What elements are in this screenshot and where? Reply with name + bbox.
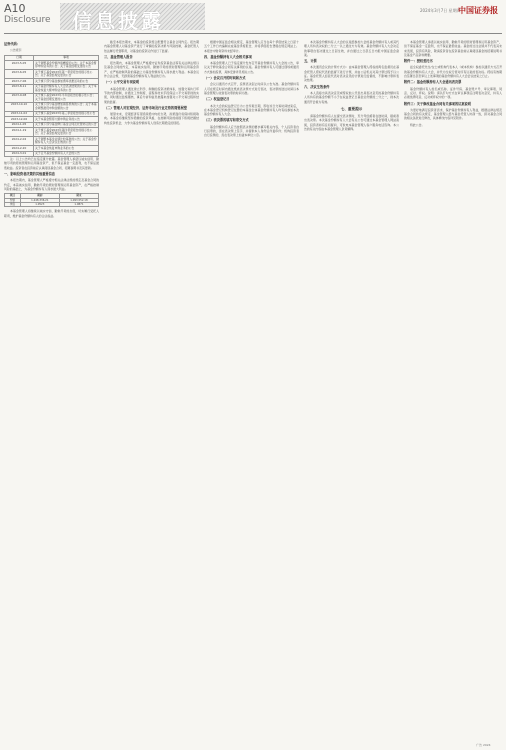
notice-row — [5, 61, 99, 70]
notice-date: 2024-3-01 — [5, 151, 34, 157]
page-header — [0, 0, 506, 40]
notice-date: 2023-12-06 — [5, 117, 34, 123]
notice-date: 2023-10-10 — [5, 102, 34, 111]
section-title-banner — [60, 3, 205, 33]
col4-centered-heading: 七、重要提示 — [340, 106, 363, 111]
col5-heading: 附件三：关于修改基金合同有关事项的议案说明 — [404, 101, 471, 106]
col3-subheading: （一）会议召开的时间和方式 — [204, 76, 246, 81]
notice-date: 2023-6-05 — [5, 70, 34, 79]
col4-paragraph: 请基金份额持有人在提交表决票时，充分考虑邮寄在途时间，提前寄出表决票。本次基金份额持有人大会有关公告可通过本基金管理人网站查阅，投资者如有任何疑问，可致电本基金管理人客户服务电话咨询。本公告的有关内容由本基金管理人负责解释。 — [304, 114, 399, 132]
col3-paragraph: 本次大会的权益登记日为公告所载日期，即在该日交易时间结束后，在本基金登记机构登记在册的本基金全体基金份额持有人均有权参加本次基金份额持有人大会。 — [204, 103, 299, 117]
notice-date: 2024-1-05 — [5, 122, 34, 128]
notice-table-header-item: 事项 — [34, 55, 99, 61]
notice-row — [5, 151, 99, 157]
col2-heading: 三、基金管理人报告 — [104, 54, 133, 59]
share-table-header: 项目 — [5, 194, 21, 198]
col5-heading: 附件二：基金份额持有人大会通讯表决票 — [404, 80, 462, 85]
notice-item: 关于召开基金份额持有人大会的公告 — [34, 151, 99, 157]
col4-heading: 五、计票 — [304, 59, 317, 64]
notice-date: 2023-5-05 — [5, 61, 34, 70]
notice-date: 2023-7-06 — [5, 79, 34, 85]
notice-row — [5, 137, 99, 146]
col3-subheading: （三）表决票的填写和寄交方式 — [204, 118, 249, 123]
col1-paragraph: 本基金管理人将继续以诚实守信、勤勉尽责的态度，切实履行受托人职责，维护基金份额持有人的合法权益。 — [4, 209, 99, 218]
col4-paragraph: 本次基金份额持有人大会的议案经参加大会的基金份额持有人或其代理人所持表决权的二分之一以上通过方为有效。基金份额持有人大会决定的事项自表决通过之日起生效，并自通过之日起五日内报中国证监会备案。 — [304, 40, 399, 57]
notice-item: 关于旗下基金2023年半年度报告的提示性公告；关于基金经理变更的公告 — [34, 93, 99, 102]
column-5 — [404, 40, 502, 744]
newspaper-masthead: 中国证券报 — [458, 5, 498, 15]
notice-item: 关于旗下部分基金参加费率优惠活动的公告 — [34, 79, 99, 85]
notice-item: 关于旗下基金2023年第四季度报告的提示性公告；关于基金经理变更的公告 — [34, 128, 99, 137]
col3-paragraph: 根据中国证监会相关规定，基金管理人应当在每个季度结束之日起十五个工作日内编制完成基金季度报告，并将季度报告登载在规定网站上。本报告中财务资料未经审计。 — [204, 40, 299, 53]
col5-heading: 附件一：授权委托书 — [404, 59, 433, 64]
notice-date: 2023-11-02 — [5, 111, 34, 117]
notice-item: 关于旗下基金2023年第一季度报告的提示性公告；关于基金经理变更的公告 — [34, 70, 99, 79]
col2-paragraph: 报告期内，本基金管理人严格遵守证券投资基金法等有关法律法规以及基金合同的约定，本着诚实信用、勤勉尽责的原则管理和运用基金资产，在严格控制风险的基础上为基金份额持有人谋求最大利益。本基金运作合法合规，无损害基金份额持有人利益的行为。 — [104, 61, 199, 79]
notice-row — [5, 70, 99, 79]
share-table-cell: 1.0523 — [20, 202, 59, 206]
col3-paragraph: 会议以通讯方式召开，投票表决起止时间以公告为准。基金份额持有人可在规定时间内通过纸质表决票方式进行表决，表决票的送达时间以本基金管理人收到表决票的时间为准。 — [204, 82, 299, 95]
notice-row — [5, 102, 99, 111]
col4-paragraph: 本人直接出具表决意见或授权他人代表出具表决意见的基金份额持有人所持有的基金份额不小于在权益登记日基金总份额的二分之一，则本次通讯开会视为有效。 — [304, 90, 399, 104]
notice-item: 关于旗下基金2023年第三季度报告的提示性公告 — [34, 111, 99, 117]
col2-paragraph: 展望未来，宏观经济有望延续稳中向好态势，政策面仍将保持积极取向。本基金将继续坚持稳健的投资风格，在控制风险的前提下积极把握结构性投资机会，力争为基金份额持有人创造长期稳定的回报。 — [104, 112, 199, 125]
section-name-en: Disclosure — [4, 15, 51, 25]
col5-paragraph: 为更好地满足投资者需求，保护基金份额持有人利益，根据法律法规及基金合同的有关规定，基金管理人经与基金托管人协商一致，拟对基金合同的相关条款进行修改，具体修改内容详见附件。 — [404, 107, 502, 121]
col2-paragraph: 截至本报告期末，本基金的投资组合配置符合基金合同约定。报告期内基金管理人对基金资产进行了审慎的投资决策与风险控制，基金托管人依法履行托管职责，对基金的投资运作进行了监督。 — [104, 40, 199, 53]
col5-closing: 特此公告。 — [410, 122, 425, 127]
notice-date: 2023-9-08 — [5, 93, 34, 102]
col3-paragraph: 本基金管理人已于指定媒介发布召开基金份额持有人大会的公告，审议关于修改基金合同有关事项的议案。基金份额持有人可通过现场或通讯方式参加投票，具体安排详见相关公告。 — [204, 61, 299, 74]
notice-row — [5, 93, 99, 102]
issue-date: 2024年3月7日 星期四 — [420, 8, 461, 13]
share-table-cell: 份额 — [5, 198, 21, 202]
notice-table-header-date: 日期 — [5, 55, 34, 61]
col1-subheading: 一、影响投资者决策的其他重要信息 — [4, 171, 55, 176]
page-footer: 广告 2024 — [476, 743, 491, 747]
col4-heading: 六、决议生效条件 — [304, 84, 330, 89]
column-2 — [104, 40, 199, 744]
col5-paragraph: 基金份额持有人姓名或名称、证件号码、基金账户号、审议事项、同意、反对、弃权。说明：请以打勾方式在审议事项后注明表决意见，持有人必须选择同意、反对或弃权中的一项。 — [404, 86, 502, 100]
column-1 — [4, 40, 99, 744]
col2-subheading: （二）管理人对宏观经济、证券市场及行业走势的简要展望 — [104, 105, 187, 110]
col5-paragraph: 兹全权委托先生/女士或机构代表本人（或本机构）参加以通讯方式召开的基金份额持有人大会，并代为全权行使对所有议案的表决权。授权有效期自签署日起至审议上述事项的基金份额持有人大会会议结束之日止。 — [404, 65, 502, 79]
notice-date: 2024-1-19 — [5, 128, 34, 137]
col2-subheading: （一）公平交易专项说明 — [104, 80, 140, 85]
col3-paragraph: 基金份额持有人应当按照表决票的要求填写相关内容，个人投资者自行投票的，需在表决票上签字，并提供本人身份证件复印件；机构投资者自行投票的，需在表决票上加盖本单位公章。 — [204, 124, 299, 138]
notice-index-table — [4, 55, 99, 158]
col5-paragraph: 本基金管理人承诺以诚实信用、勤勉尽责的原则管理和运用基金资产，但不保证基金一定盈利，也不保证最低收益。基金的过往业绩并不代表其未来表现，投资有风险，敬请投资者在投资基金前认真阅读基金的招募说明书及基金产品资料概要。 — [404, 40, 502, 57]
share-table-cell: 1.0871 — [59, 202, 98, 206]
col1-label: 证券代码： — [4, 42, 20, 46]
share-table-header: 期末 — [59, 194, 98, 198]
share-table-cell: 1,248,336.21 — [20, 198, 59, 202]
notice-item: 关于旗下部分基金增加销售机构的公告；关于本基金调整最低申购金额的公告 — [35, 102, 97, 110]
col3-heading: 四、基金份额持有人大会相关事项 — [204, 54, 252, 59]
col3-subheading: （二）权益登记日 — [204, 97, 230, 102]
col4-paragraph: 本次通讯会议的计票方式为：由本基金管理人授权的两名监督员在基金托管人授权代表的监督下进行计票，并由公证机关对其计票过程予以公证。基金托管人拒派代表对表决意见的计票进行监督的，不影响计票和表决结果。 — [304, 65, 399, 83]
column-3 — [204, 40, 299, 744]
notice-item: 关于调整本基金业绩比较基准的公告；关于基金份额持有人大会决议生效的公告 — [35, 136, 97, 145]
header-rule — [4, 33, 502, 34]
notice-row — [5, 84, 99, 93]
notice-date: 2023-8-11 — [5, 84, 34, 93]
notice-table-title: 公告索引 — [10, 48, 22, 53]
col1-note: 注：以上公告均已在指定媒介披露。基金管理人承诺以诚实信用、勤勉尽责的原则管理和运用基金资产，但不保证基金一定盈利，也不保证最低收益。投资者在投资前应认真阅读基金合同、招募说明书及其更新。 — [4, 157, 99, 170]
notice-item: 关于本基金暂停大额申购业务的公告 — [34, 117, 99, 123]
share-table-header: 期初 — [20, 194, 59, 198]
page-code: A10 — [4, 2, 26, 15]
notice-date: 2024-2-20 — [5, 146, 34, 152]
column-4 — [304, 40, 399, 744]
notice-item: 关于旗下部分基金修订基金合同及托管协议的公告 — [35, 122, 97, 127]
notice-item: 关于基金份额持有人大会表决结果的公告；关于本基金恢复大额申购业务的公告 — [35, 84, 97, 92]
notice-row — [5, 128, 99, 137]
notice-item: 关于本基金恢复申购业务的公告 — [34, 146, 99, 152]
col2-paragraph: 本基金管理人通过建立科学、制衡的投资决策体系，加强交易执行环节的内部控制，并通过工作制度、流程和技术手段保证公平交易原则的实现，同时通过监察稽核、事后分析和信息披露来加强对公平交易过程和结果的监督。 — [104, 86, 199, 104]
share-table-cell: 1,093,552.18 — [59, 198, 98, 202]
share-change-table — [4, 193, 99, 207]
share-table-cell: 净值 — [5, 202, 21, 206]
col1-paragraph: 本报告期内，基金管理人严格遵守相关法律法规的规定及基金合同的约定，本着诚实信用、勤勉尽责的原则管理和运用基金资产，在严格控制风险的基础上，为基金份额持有人谋求最大利益。 — [4, 178, 99, 191]
notice-item: 关于调整基金份额净值精度的公告；关于本基金暂停申购业务的公告；关于基金经理变更的公告 — [35, 60, 97, 69]
section-title: 信息披露 — [72, 9, 164, 33]
notice-date: 2024-2-02 — [5, 137, 34, 146]
